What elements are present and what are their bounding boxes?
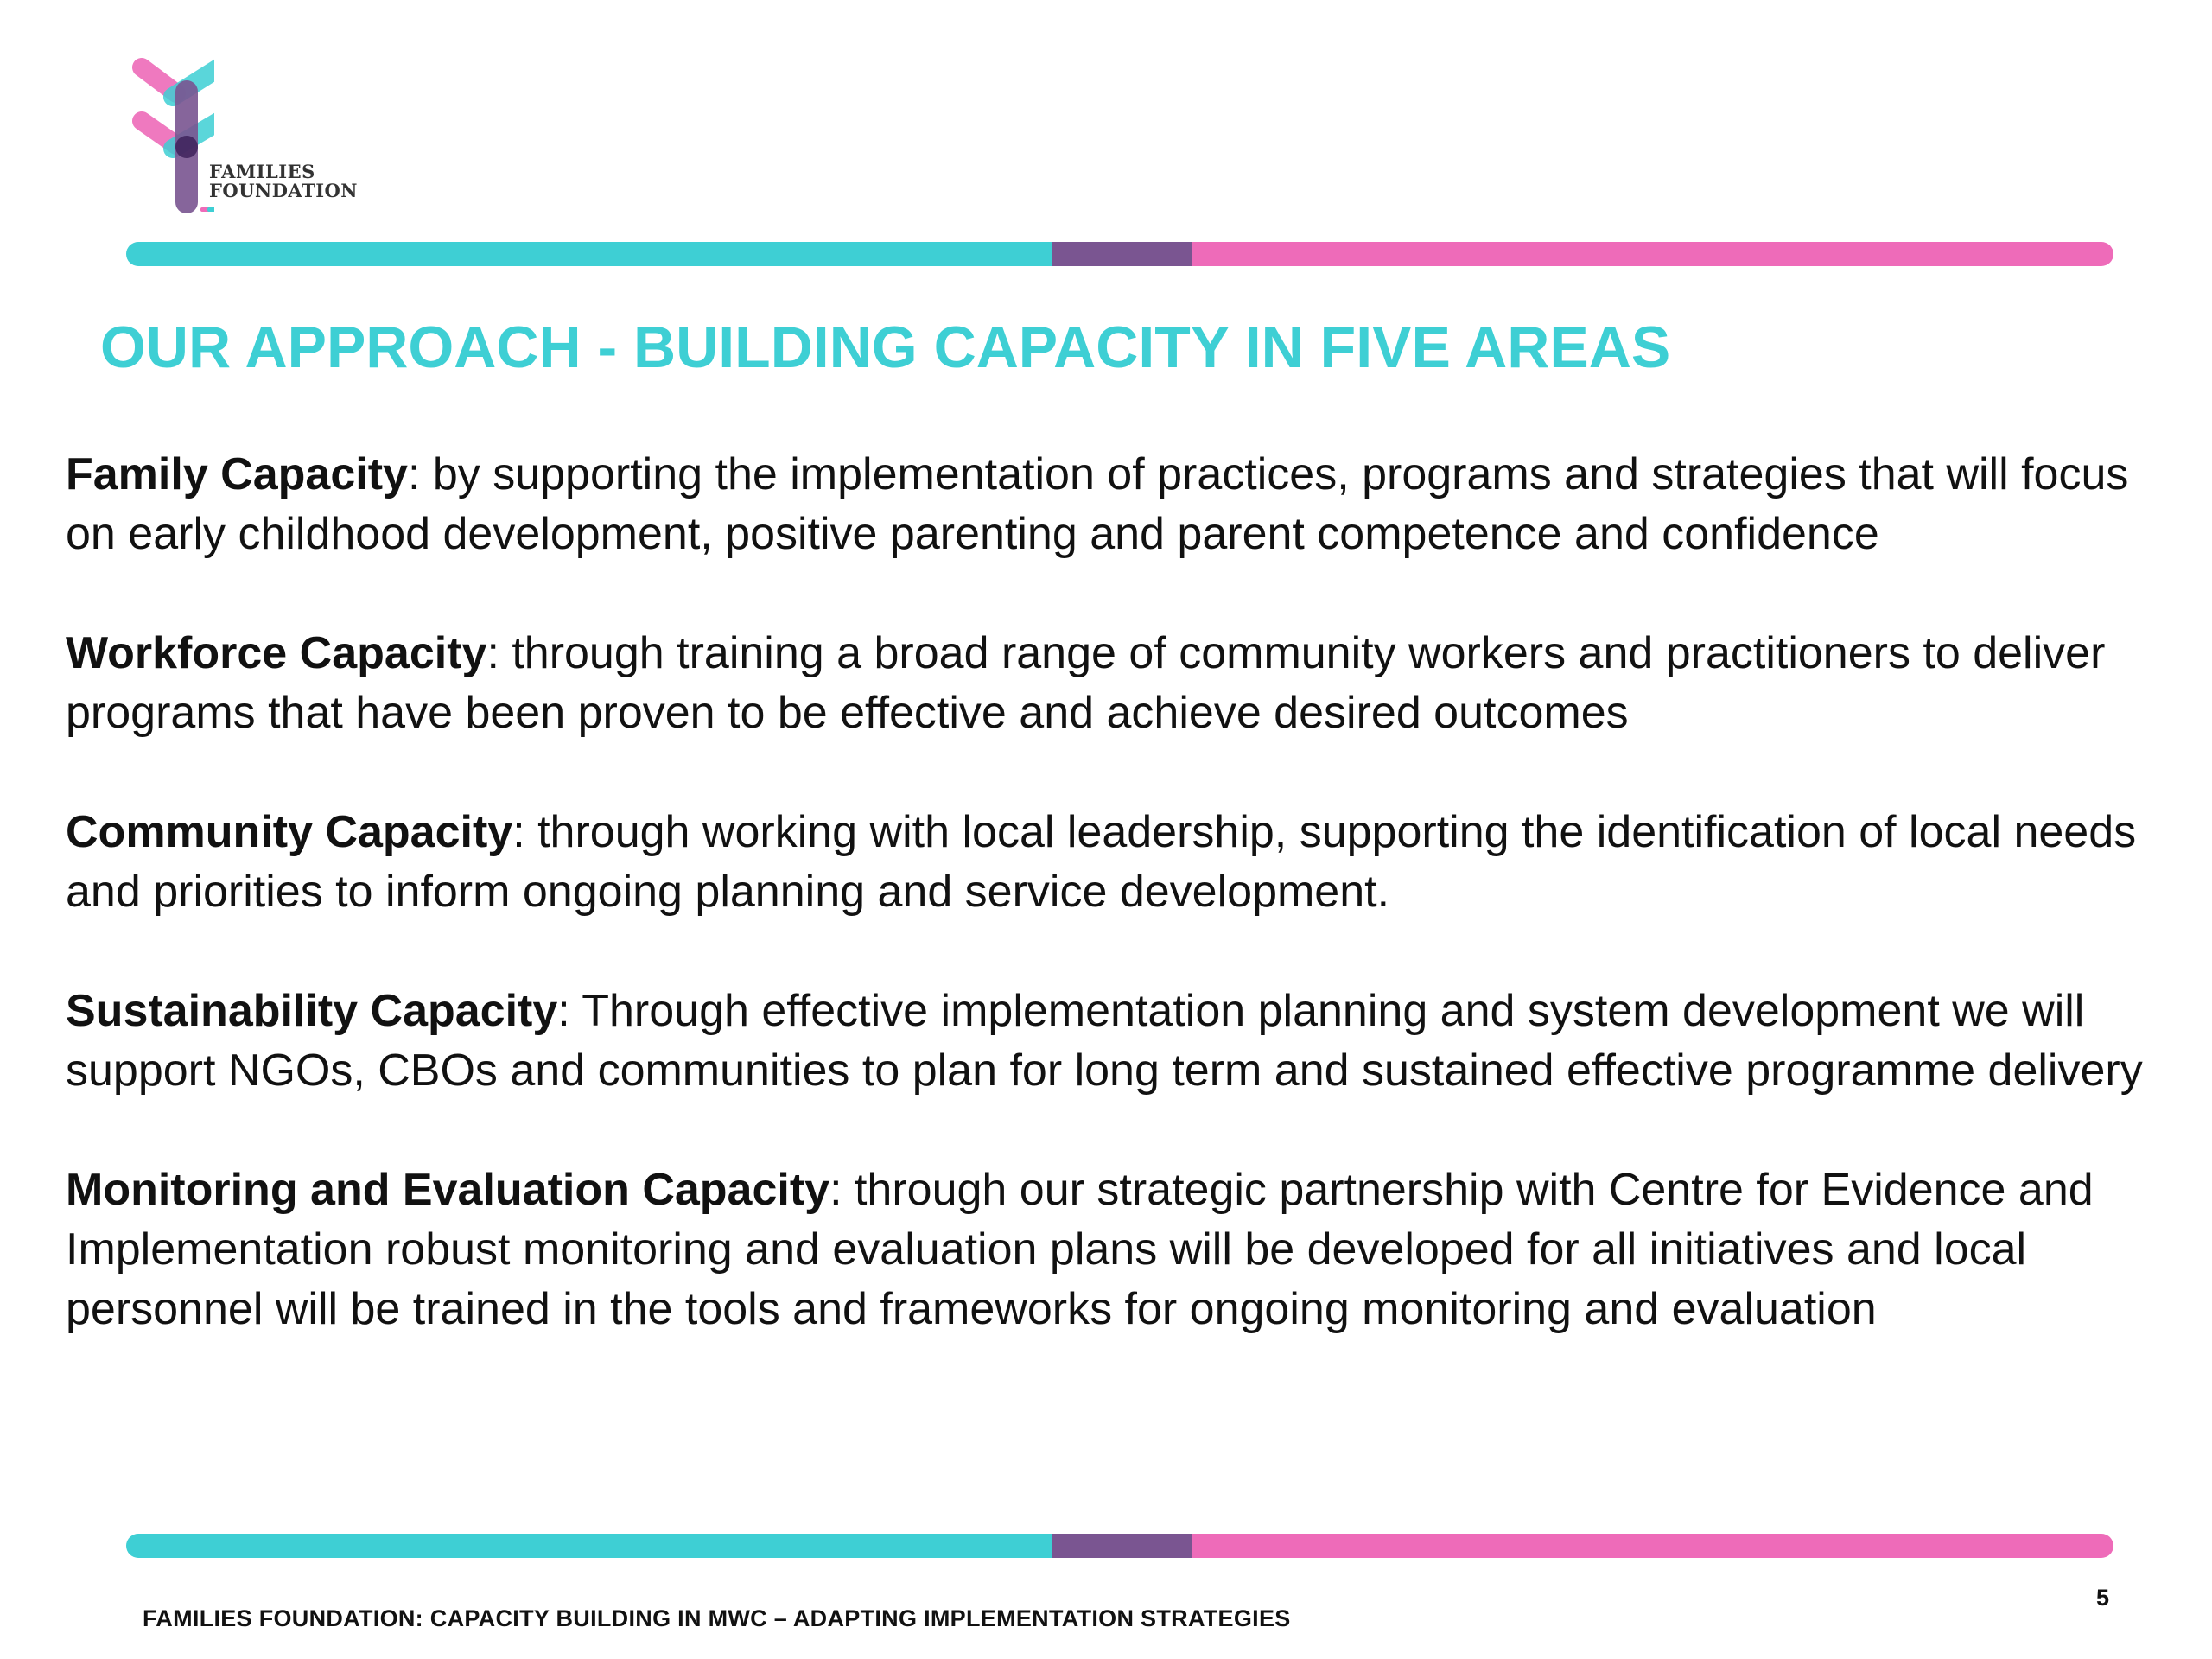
top-divider-bar [126, 242, 2113, 266]
paragraph-monitoring-evaluation-capacity [66, 1160, 2174, 1339]
paragraph-workforce-capacity [66, 624, 2174, 743]
paragraph-family-capacity [66, 445, 2174, 564]
term-description: : through training a broad range of community workers and practitioners to deliver programs that have been proven to be effective and achieve desired outcomes [66, 628, 2106, 738]
paragraph-sustainability-capacity [66, 982, 2174, 1101]
term-description: : by supporting the implementation of practices, programs and strategies that will focus on early childhood development, positive parenting and parent competence and confidence [66, 449, 2129, 559]
term-label: Family Capacity [66, 449, 408, 499]
term-description: : through working with local leadership, supporting the identification of local needs and priorities to inform ongoing planning and service development. [66, 807, 2137, 917]
content-body [66, 445, 2174, 1399]
divider-segment-pink [1192, 1534, 2113, 1558]
paragraph-community-capacity [66, 803, 2174, 922]
divider-segment-pink [1192, 242, 2113, 266]
page-number: 5 [2096, 1585, 2110, 1611]
logo-wordmark [209, 162, 358, 200]
term-description: : through our strategic partnership with Centre for Evidence and Implementation robust monitoring and evaluation plans will be developed for all initiatives and local personnel will be trained in the tools and frameworks for ongoing monitoring and evaluation [66, 1165, 2094, 1334]
logo-text-line1: FAMILIES [209, 161, 315, 182]
term-label: Community Capacity [66, 807, 513, 857]
logo-text-line2: FOUNDATION [209, 180, 359, 201]
families-foundation-logo [128, 55, 359, 219]
term-label: Monitoring and Evaluation Capacity [66, 1165, 830, 1215]
page-title: OUR APPROACH - BUILDING CAPACITY IN FIVE AREAS [100, 315, 1671, 380]
bottom-divider-bar [126, 1534, 2113, 1558]
divider-segment-teal [126, 242, 1052, 266]
term-label: Sustainability Capacity [66, 986, 558, 1036]
divider-segment-teal [126, 1534, 1052, 1558]
term-label: Workforce Capacity [66, 628, 487, 678]
logo-mark-icon [128, 55, 214, 219]
divider-segment-purple [1052, 242, 1192, 266]
footer-text: FAMILIES FOUNDATION: CAPACITY BUILDING IN MWC – ADAPTING IMPLEMENTATION STRATEGIES [143, 1605, 1291, 1631]
term-description: : Through effective implementation planning and system development we will support NGOs, CBOs and communities to plan for long term and sustained effective programme delivery [66, 986, 2143, 1096]
divider-segment-purple [1052, 1534, 1192, 1558]
